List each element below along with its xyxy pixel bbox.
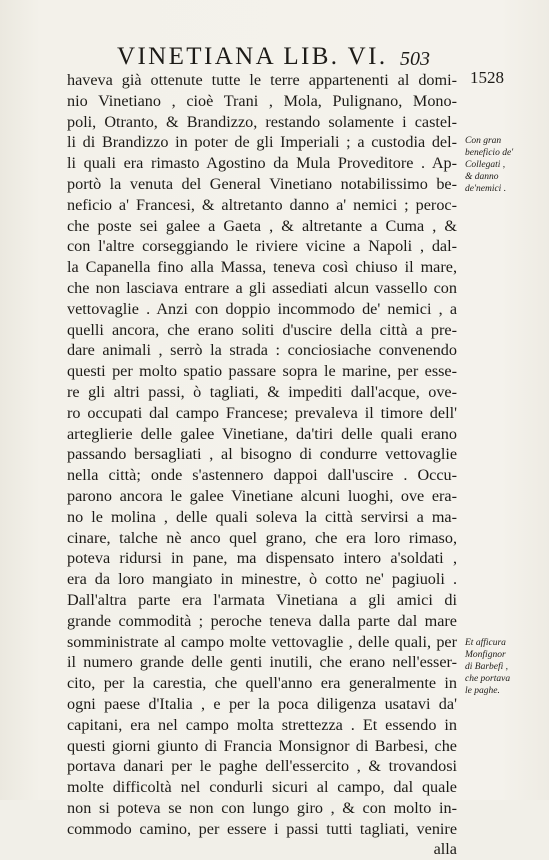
margin-note [465,135,545,195]
page-header [0,42,549,72]
body-line: no le molina , delle quali soleva la città servirsi a ma- [67,507,457,526]
body-line: haveva già ottenute tutte le terre appartenenti al domi- [67,71,457,89]
body-line: Dall'altra parte era l'armata Vinetiana a gli amici di [67,590,457,609]
margin-note-line: de'nemici . [465,184,507,194]
body-text [67,70,457,860]
running-title: VINETIANA LIB. VI. [117,43,388,70]
body-line: nella città; onde s'astennero dappoi dall'uscire . Occu- [67,466,457,485]
body-line: che non lasciava entrare a gli assediati alcun vassello con [67,278,457,297]
body-line: era da loro mangiato in minestre, ò cotto ne' pagiuoli . [67,570,457,589]
body-line: arteglierie delle galee Vinetiane, da'tiri delle quali erano [67,424,457,443]
body-line: grande commodità ; peroche teneva dalla parte dal mare [67,611,457,630]
margin-year: 1528 [470,68,504,87]
margin-note-line: Monfignor [465,650,506,660]
body-line: cito, per la carestia, che quell'anno era generalmente in [67,674,457,693]
margin-note-line: beneficio de' [465,148,514,158]
body-line: dare animali , serrò la strada : conciosiache convenendo [67,341,457,360]
body-line: questi giorni giunto di Francia Monsignor di Barbesi, che [67,736,457,755]
body-line: che poste sei galee a Gaeta , & altretante a Cuma , & [67,216,457,235]
body-line: poli, Otranto, & Brandizzo, restando solamente i castel- [67,112,457,131]
body-line: il numero grande delle genti inutili, che erano nell'esser- [67,653,457,672]
body-line: somministrate al campo molte vettovaglie , delle quali, per [67,632,457,651]
margin-note-line: Et afficura [465,638,506,648]
body-line: non si poteva se non con lungo giro , & con molto in- [67,798,457,817]
body-line: ogni paese d'Italia , e per la poca diligenza usatavi da' [67,694,457,713]
body-line: poteva ridursi in pane, ma dispensato intero a'soldati , [67,549,457,568]
body-line: questi per molto spatio passare sopra le marine, per esse- [67,362,457,381]
margin-note-line: Con gran [465,136,502,146]
body-line: nio Vinetiano , cioè Trani , Mola, Pulignano, Mono- [67,91,457,110]
body-line: alla [433,840,457,859]
body-line: molte difficoltà nel condurli sicuri al campo, dal quale [67,778,457,797]
body-line: parono ancora le galee Vinetiane alcuni luoghi, ove era- [67,486,457,505]
body-line: li di Brandizzo in poter de gli Imperiali ; a custodia del- [67,133,457,152]
margin-note-line: che portava [465,674,511,684]
body-line: li quali era rimasto Agostino da Mula Proveditore . Ap- [67,154,457,173]
margin-note [465,637,545,697]
body-line: con l'altre corseggiando le riviere vicine a Napoli , dal- [67,237,457,256]
body-line: passando bersagliati , al bisogno di condurre vettovaglie [67,445,457,464]
body-line: commodo camino, per essere i passi tutti tagliati, venire [67,819,457,838]
margin-note-line: le paghe. [465,686,500,696]
margin-note-line: Collegati , [465,160,506,170]
body-line: portava danari per le paghe dell'essercito , & trovandosi [67,757,457,776]
page-number: 503 [400,48,430,70]
body-line: quelli ancora, che erano soliti d'uscire della città a pre- [67,320,457,339]
body-line: re gli altri passi, ò tagliati, & impediti dall'acque, ove- [67,382,457,401]
body-line: capitani, era nel campo molta strettezza . Et essendo in [67,715,457,734]
body-line: neficio a' Francesi, & altretanto danno a' nemici ; peroc- [67,195,457,214]
body-line: ro occupati dal campo Francese; prevaleva il timore dell' [67,403,457,422]
body-line: cinare, talche nè anco quel grano, che era loro rimaso, [67,528,457,547]
body-line: la Capanella fino alla Massa, teneva così chiuso il mare, [67,258,457,277]
margin-note-line: & danno [465,172,499,182]
body-line: vettovaglie . Anzi con doppio incommodo de' nemici , a [67,299,457,318]
margin-note-line: di Barbefi , [465,662,509,672]
body-line: portò la venuta del General Vinetiano notabilissimo be- [67,174,457,193]
